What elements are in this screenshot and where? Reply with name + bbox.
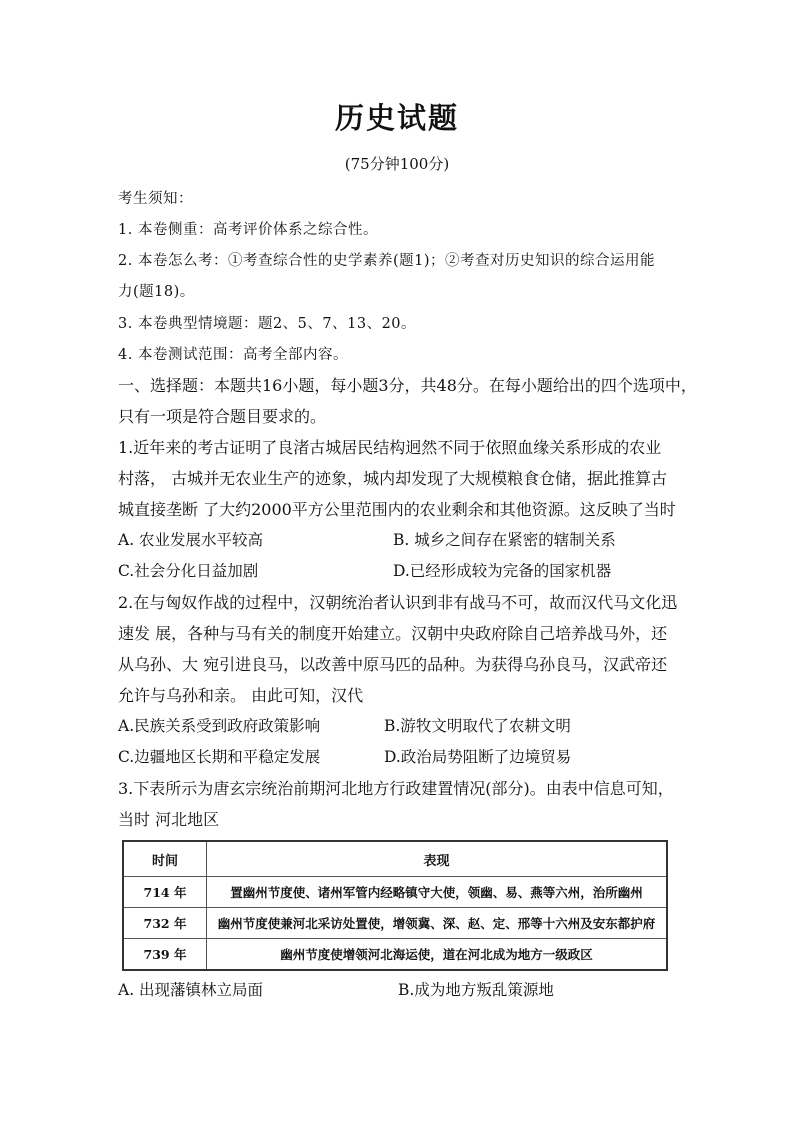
question-2-option-d[interactable]: D.政治局势阻断了边境贸易 bbox=[384, 748, 572, 766]
table-row bbox=[123, 908, 667, 939]
question-1-option-a[interactable]: A. 农业发展水平较高 bbox=[118, 531, 264, 549]
question-3-stem: 3.下表所示为唐玄宗统治前期河北地方行政建置情况(部分)。由表中信息可知， bbox=[118, 779, 674, 798]
table-cell-year: 739 年 bbox=[123, 939, 207, 971]
table-cell-detail: 幽州节度使兼河北采访处置使，增领冀、深、赵、定、邢等十六州及安东都护府 bbox=[207, 908, 668, 939]
table-header-time: 时间 bbox=[123, 841, 207, 877]
section-instructions: 一、选择题：本题共16小题，每小题3分，共48分。在每小题给出的四个选项中， bbox=[118, 376, 697, 395]
question-3-stem: 当时 河北地区 bbox=[118, 810, 220, 829]
table-cell-year: 714 年 bbox=[123, 877, 207, 908]
question-2-stem: 速发 展，各种与马有关的制度开始建立。汉朝中央政府除自己培养战马外，还 bbox=[118, 624, 668, 643]
table-header-row bbox=[123, 841, 667, 877]
question-1-option-d[interactable]: D.已经形成较为完备的国家机器 bbox=[393, 562, 612, 580]
question-2-option-c[interactable]: C.边疆地区长期和平稳定发展 bbox=[118, 748, 321, 766]
question-2-option-b[interactable]: B.游牧文明取代了农耕文明 bbox=[384, 717, 571, 735]
notice-item: 1. 本卷侧重：高考评价体系之综合性。 bbox=[118, 222, 378, 238]
question-1-stem: 城直接垄断 了大约2000平方公里范围内的农业剩余和其他资源。这反映了当时 bbox=[118, 500, 676, 519]
section-instructions: 只有一项是符合题目要求的。 bbox=[118, 407, 327, 426]
question-3-option-b[interactable]: B.成为地方叛乱策源地 bbox=[398, 981, 554, 999]
table-cell-year: 732 年 bbox=[123, 908, 207, 939]
page-subtitle: (75分钟100分) bbox=[344, 155, 450, 173]
table-row bbox=[123, 939, 667, 971]
question-1-option-c[interactable]: C.社会分化日益加剧 bbox=[118, 562, 259, 580]
page-title: 历史试题 bbox=[334, 101, 459, 135]
question-2-stem: 从乌孙、大 宛引进良马，以改善中原马匹的品种。为获得乌孙良马，汉武帝还 bbox=[118, 655, 668, 674]
question-2-stem: 2.在与匈奴作战的过程中，汉朝统治者认识到非有战马不可，故而汉代马文化迅 bbox=[118, 593, 678, 612]
table-cell-detail: 幽州节度使增领河北海运使，道在河北成为地方一级政区 bbox=[207, 939, 668, 971]
notice-item: 2. 本卷怎么考：①考查综合性的史学素养(题1)；②考查对历史知识的综合运用能 bbox=[118, 253, 655, 269]
notice-item: 4. 本卷测试范围：高考全部内容。 bbox=[118, 347, 348, 363]
question-1-stem: 1.近年来的考古证明了良渚古城居民结构迥然不同于依照血缘关系形成的农业 bbox=[118, 438, 662, 457]
notice-item: 3. 本卷典型情境题：题2、5、7、13、20。 bbox=[118, 316, 417, 332]
question-1-option-b[interactable]: B. 城乡之间存在紧密的辖制关系 bbox=[393, 531, 616, 549]
table-row bbox=[123, 877, 667, 908]
table-cell-detail: 置幽州节度使、诸州军管内经略镇守大使，领幽、易、燕等六州，治所幽州 bbox=[207, 877, 668, 908]
question-3-option-a[interactable]: A. 出现藩镇林立局面 bbox=[118, 981, 264, 999]
notice-item: 力(题18)。 bbox=[118, 284, 195, 300]
notice-heading: 考生须知： bbox=[118, 191, 193, 207]
admin-table bbox=[122, 840, 668, 971]
question-2-option-a[interactable]: A.民族关系受到政府政策影响 bbox=[118, 717, 321, 735]
table-header-detail: 表现 bbox=[207, 841, 668, 877]
question-1-stem: 村落， 古城并无农业生产的迹象，城内却发现了大规模粮食仓储，据此推算古 bbox=[118, 469, 668, 488]
question-2-stem: 允许与乌孙和亲。 由此可知，汉代 bbox=[118, 686, 364, 705]
